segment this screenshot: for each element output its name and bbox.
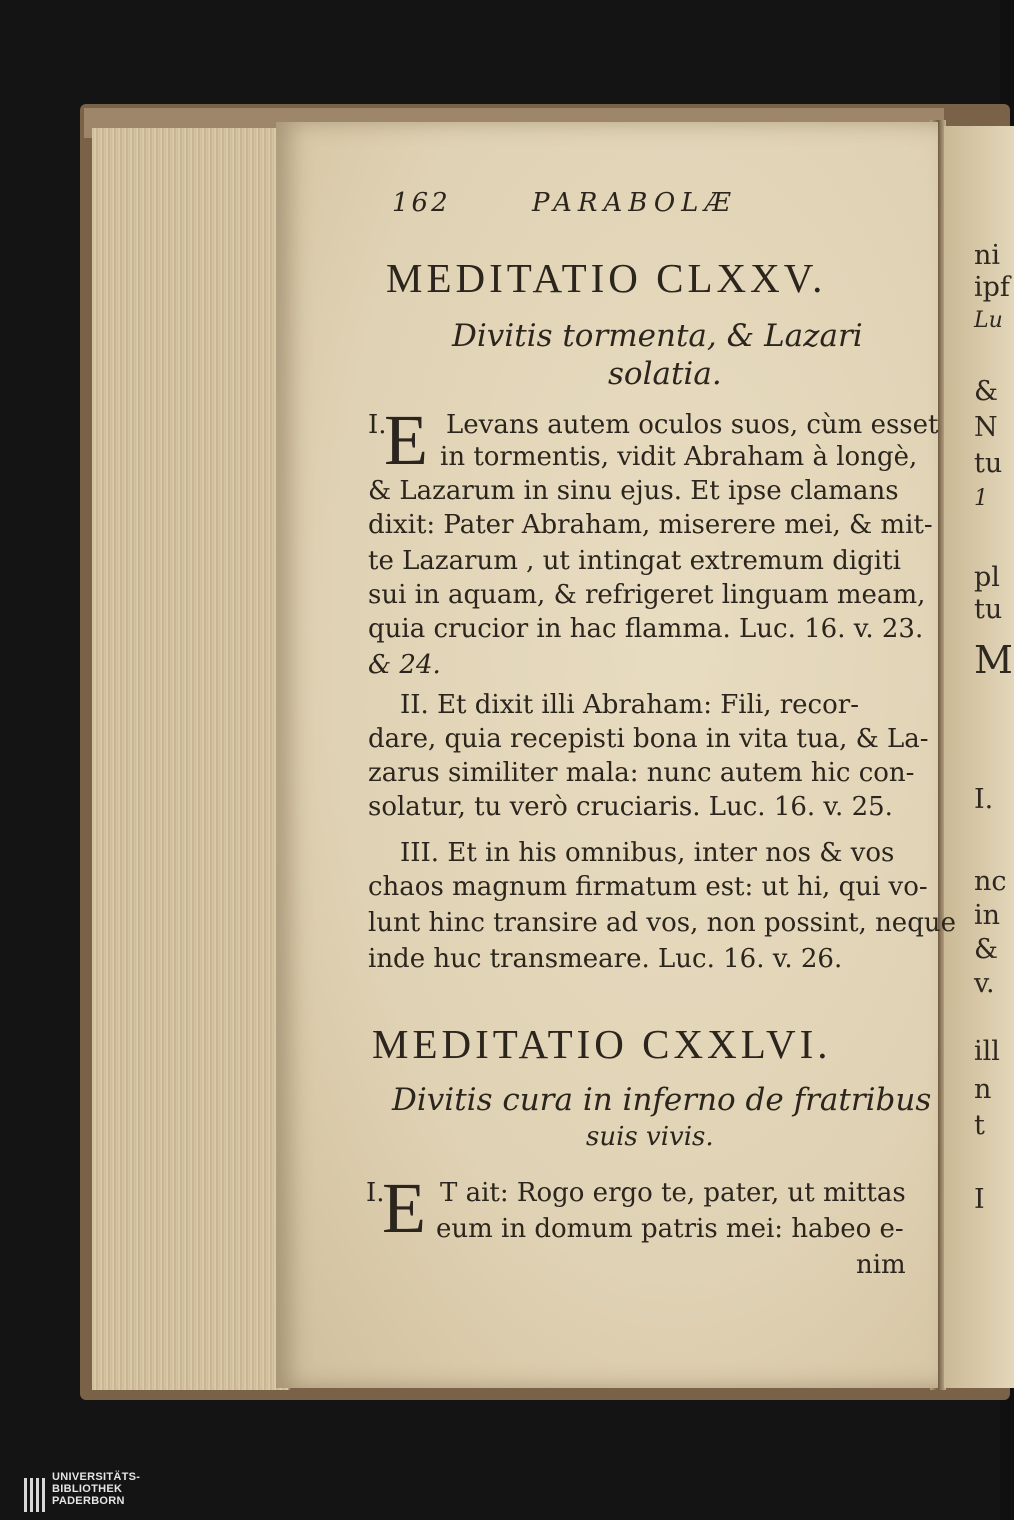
paragraph-numeral: I. bbox=[368, 410, 387, 440]
section-title: MEDITATIO CLXXV. bbox=[386, 255, 827, 301]
drop-cap: E bbox=[384, 400, 428, 480]
facing-fragment: ill bbox=[974, 1036, 1000, 1067]
drop-cap: E bbox=[382, 1168, 426, 1248]
facing-page bbox=[944, 126, 1014, 1388]
logo-line: BIBLIOTHEK bbox=[52, 1483, 123, 1495]
facing-fragment: & bbox=[974, 934, 999, 965]
catchword: nim bbox=[856, 1250, 906, 1280]
facing-fragment: 1 bbox=[974, 486, 988, 511]
text-line: eum in domum patris mei: habeo e- bbox=[436, 1214, 904, 1244]
facing-fragment: I. bbox=[974, 784, 994, 815]
text-line: III. Et in his omnibus, inter nos & vos bbox=[400, 838, 895, 868]
facing-fragment: tu bbox=[974, 594, 1003, 625]
text-line: lunt hinc transire ad vos, non possint, neque bbox=[368, 908, 956, 938]
section-subtitle: Divitis tormenta, & Lazari bbox=[452, 318, 863, 354]
facing-fragment: tu bbox=[974, 448, 1003, 479]
text-line: solatur, tu verò cruciaris. Luc. 16. v. 25. bbox=[368, 792, 893, 822]
text-line: dixit: Pater Abraham, miserere mei, & mit- bbox=[368, 510, 933, 540]
text-line: chaos magnum firmatum est: ut hi, qui vo- bbox=[368, 872, 928, 902]
facing-fragment: v. bbox=[974, 968, 995, 999]
page-edges bbox=[92, 128, 290, 1390]
section-subtitle: Divitis cura in inferno de fratribus bbox=[392, 1082, 932, 1118]
library-logo bbox=[52, 1471, 140, 1507]
section-subtitle: suis vivis. bbox=[586, 1122, 714, 1152]
text-line: zarus similiter mala: nunc autem hic con- bbox=[368, 758, 915, 788]
text-line: & Lazarum in sinu ejus. Et ipse clamans bbox=[368, 476, 899, 506]
footer-bar bbox=[0, 1470, 1000, 1520]
text-line: II. Et dixit illi Abraham: Fili, recor- bbox=[400, 690, 859, 720]
text-line: in tormentis, vidit Abraham à longè, bbox=[440, 442, 918, 472]
text-line: te Lazarum , ut intingat extremum digiti bbox=[368, 546, 901, 576]
facing-fragment: in bbox=[974, 900, 1001, 931]
running-title: PARABOLÆ bbox=[532, 188, 737, 218]
facing-fragment: n bbox=[974, 1074, 992, 1105]
facing-fragment: ni bbox=[974, 240, 1001, 271]
facing-fragment: & bbox=[974, 376, 999, 407]
page-number: 162 bbox=[392, 188, 451, 218]
logo-line: UNIVERSITÄTS- bbox=[52, 1471, 141, 1483]
facing-fragment: M bbox=[974, 638, 1013, 682]
section-subtitle: solatia. bbox=[608, 356, 722, 392]
text-line: inde huc transmeare. Luc. 16. v. 26. bbox=[368, 944, 843, 974]
logo-line: PADERBORN bbox=[52, 1495, 125, 1507]
text-line: sui in aquam, & refrigeret linguam meam, bbox=[368, 580, 926, 610]
text-line: Levans autem oculos suos, cùm esset bbox=[446, 410, 939, 440]
text-line: dare, quia recepisti bona in vita tua, & La- bbox=[368, 724, 929, 754]
library-logo-icon bbox=[24, 1478, 46, 1512]
section-title: MEDITATIO CXXLVI. bbox=[372, 1021, 832, 1067]
text-line: & 24. bbox=[368, 650, 441, 680]
facing-fragment: pl bbox=[974, 562, 1000, 593]
paragraph-numeral: I. bbox=[366, 1178, 385, 1208]
facing-fragment: t bbox=[974, 1110, 985, 1141]
text-line: quia crucior in hac flamma. Luc. 16. v. 23. bbox=[368, 614, 924, 644]
facing-fragment: N bbox=[974, 412, 998, 443]
text-line: T ait: Rogo ergo te, pater, ut mittas bbox=[440, 1178, 906, 1208]
facing-fragment: nc bbox=[974, 866, 1007, 897]
facing-fragment: I bbox=[974, 1184, 985, 1215]
facing-fragment: ipf bbox=[974, 272, 1010, 303]
facing-fragment: Lu bbox=[974, 308, 1003, 333]
